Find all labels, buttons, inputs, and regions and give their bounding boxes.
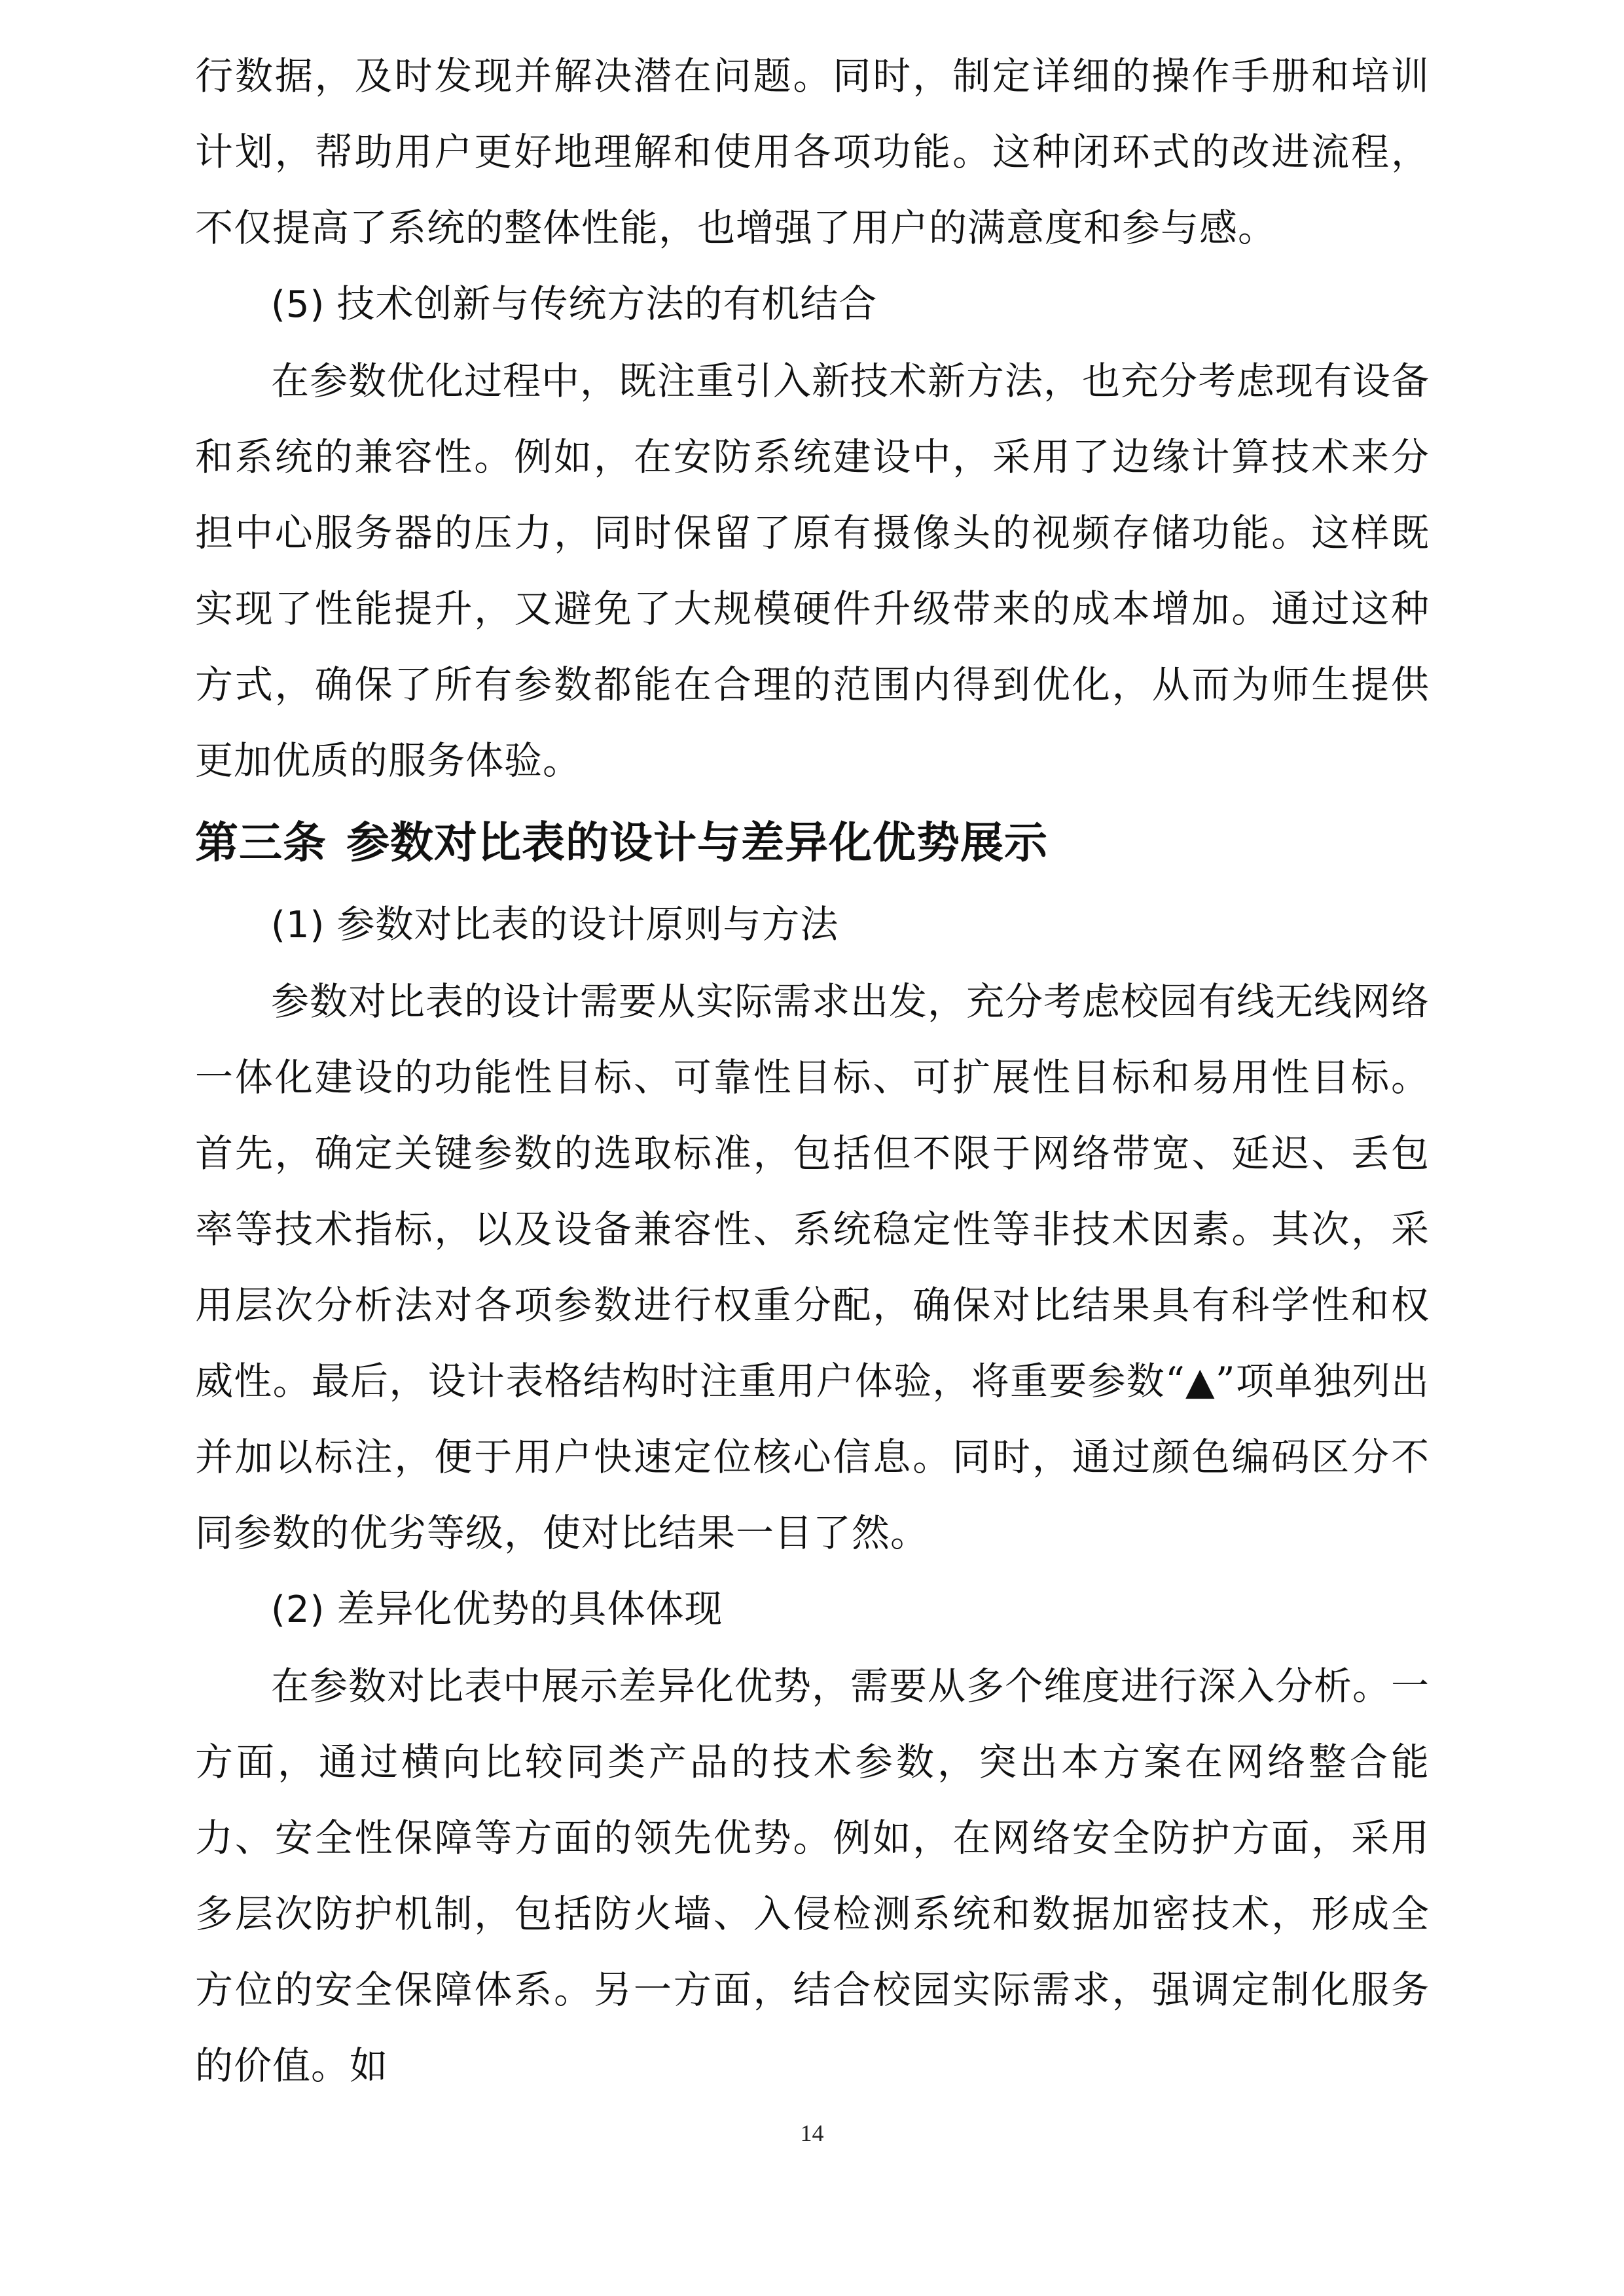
section-2-heading	[195, 1571, 1430, 1648]
section-5-title: 技术创新与传统方法的有机结合	[336, 281, 878, 326]
section-5-heading	[195, 266, 1430, 343]
article-heading	[195, 804, 1430, 882]
continuation-paragraph: 行数据，及时发现并解决潜在问题。同时，制定详细的操作手册和培训计划，帮助用户更好地理解和使用各项功能。这种闭环式的改进流程，不仅提高了系统的整体性能，也增强了用户的满意度和参与感。	[195, 54, 1430, 250]
section-2-paragraph: 在参数对比表中展示差异化优势，需要从多个维度进行深入分析。一方面，通过横向比较同类产品的技术参数，突出本方案在网络整合能力、安全性保障等方面的领先优势。例如，在网络安全防护方面，采用多层次防护机制，包括防火墙、入侵检测系统和数据加密技术，形成全方位的安全保障体系。另一方面，结合校园实际需求，强调定制化服务的价值。如	[195, 1664, 1430, 2088]
section-2-title: 差异化优势的具体体现	[336, 1587, 723, 1631]
section-5-number: (5)	[271, 283, 325, 326]
body-text	[195, 38, 1430, 2104]
section-1-text-after-marker: ”项单独列出并加以标注，便于用户快速定位核心信息。同时，通过颜色编码区分不同参数的优劣等级，使对比结果一目了然。	[195, 1359, 1430, 1555]
article-title: 参数对比表的设计与差异化优势展示	[346, 817, 1048, 868]
article-label: 第三条	[195, 817, 327, 868]
section-1-title: 参数对比表的设计原则与方法	[336, 902, 839, 946]
page-number: 14	[800, 2120, 824, 2146]
section-5-paragraph: 在参数优化过程中，既注重引入新技术新方法，也充分考虑现有设备和系统的兼容性。例如，在安防系统建设中，采用了边缘计算技术来分担中心服务器的压力，同时保留了原有摄像头的视频存储功能。这样既实现了性能提升，又避免了大规模硬件升级带来的成本增加。通过这种方式，确保了所有参数都能在合理的范围内得到优化，从而为师生提供更加优质的服务体验。	[195, 359, 1430, 783]
section-1-number: (1)	[271, 904, 325, 946]
section-2-number: (2)	[271, 1588, 325, 1631]
section-1-paragraph	[195, 963, 1430, 1571]
section-1-text-before-marker: 参数对比表的设计需要从实际需求出发，充分考虑校园有线无线网络一体化建设的功能性目标、可靠性目标、可扩展性目标和易用性目标。首先，确定关键参数的选取标准，包括但不限于网络带宽、延迟、丢包率等技术指标，以及设备兼容性、系统稳定性等非技术因素。其次，采用层次分析法对各项参数进行权重分配，确保对比结果具有科学性和权威性。最后，设计表格结构时注重用户体验，将重要参数“	[195, 979, 1430, 1403]
triangle-marker-icon: ▲	[1185, 1359, 1216, 1403]
section-1-heading	[195, 886, 1430, 963]
